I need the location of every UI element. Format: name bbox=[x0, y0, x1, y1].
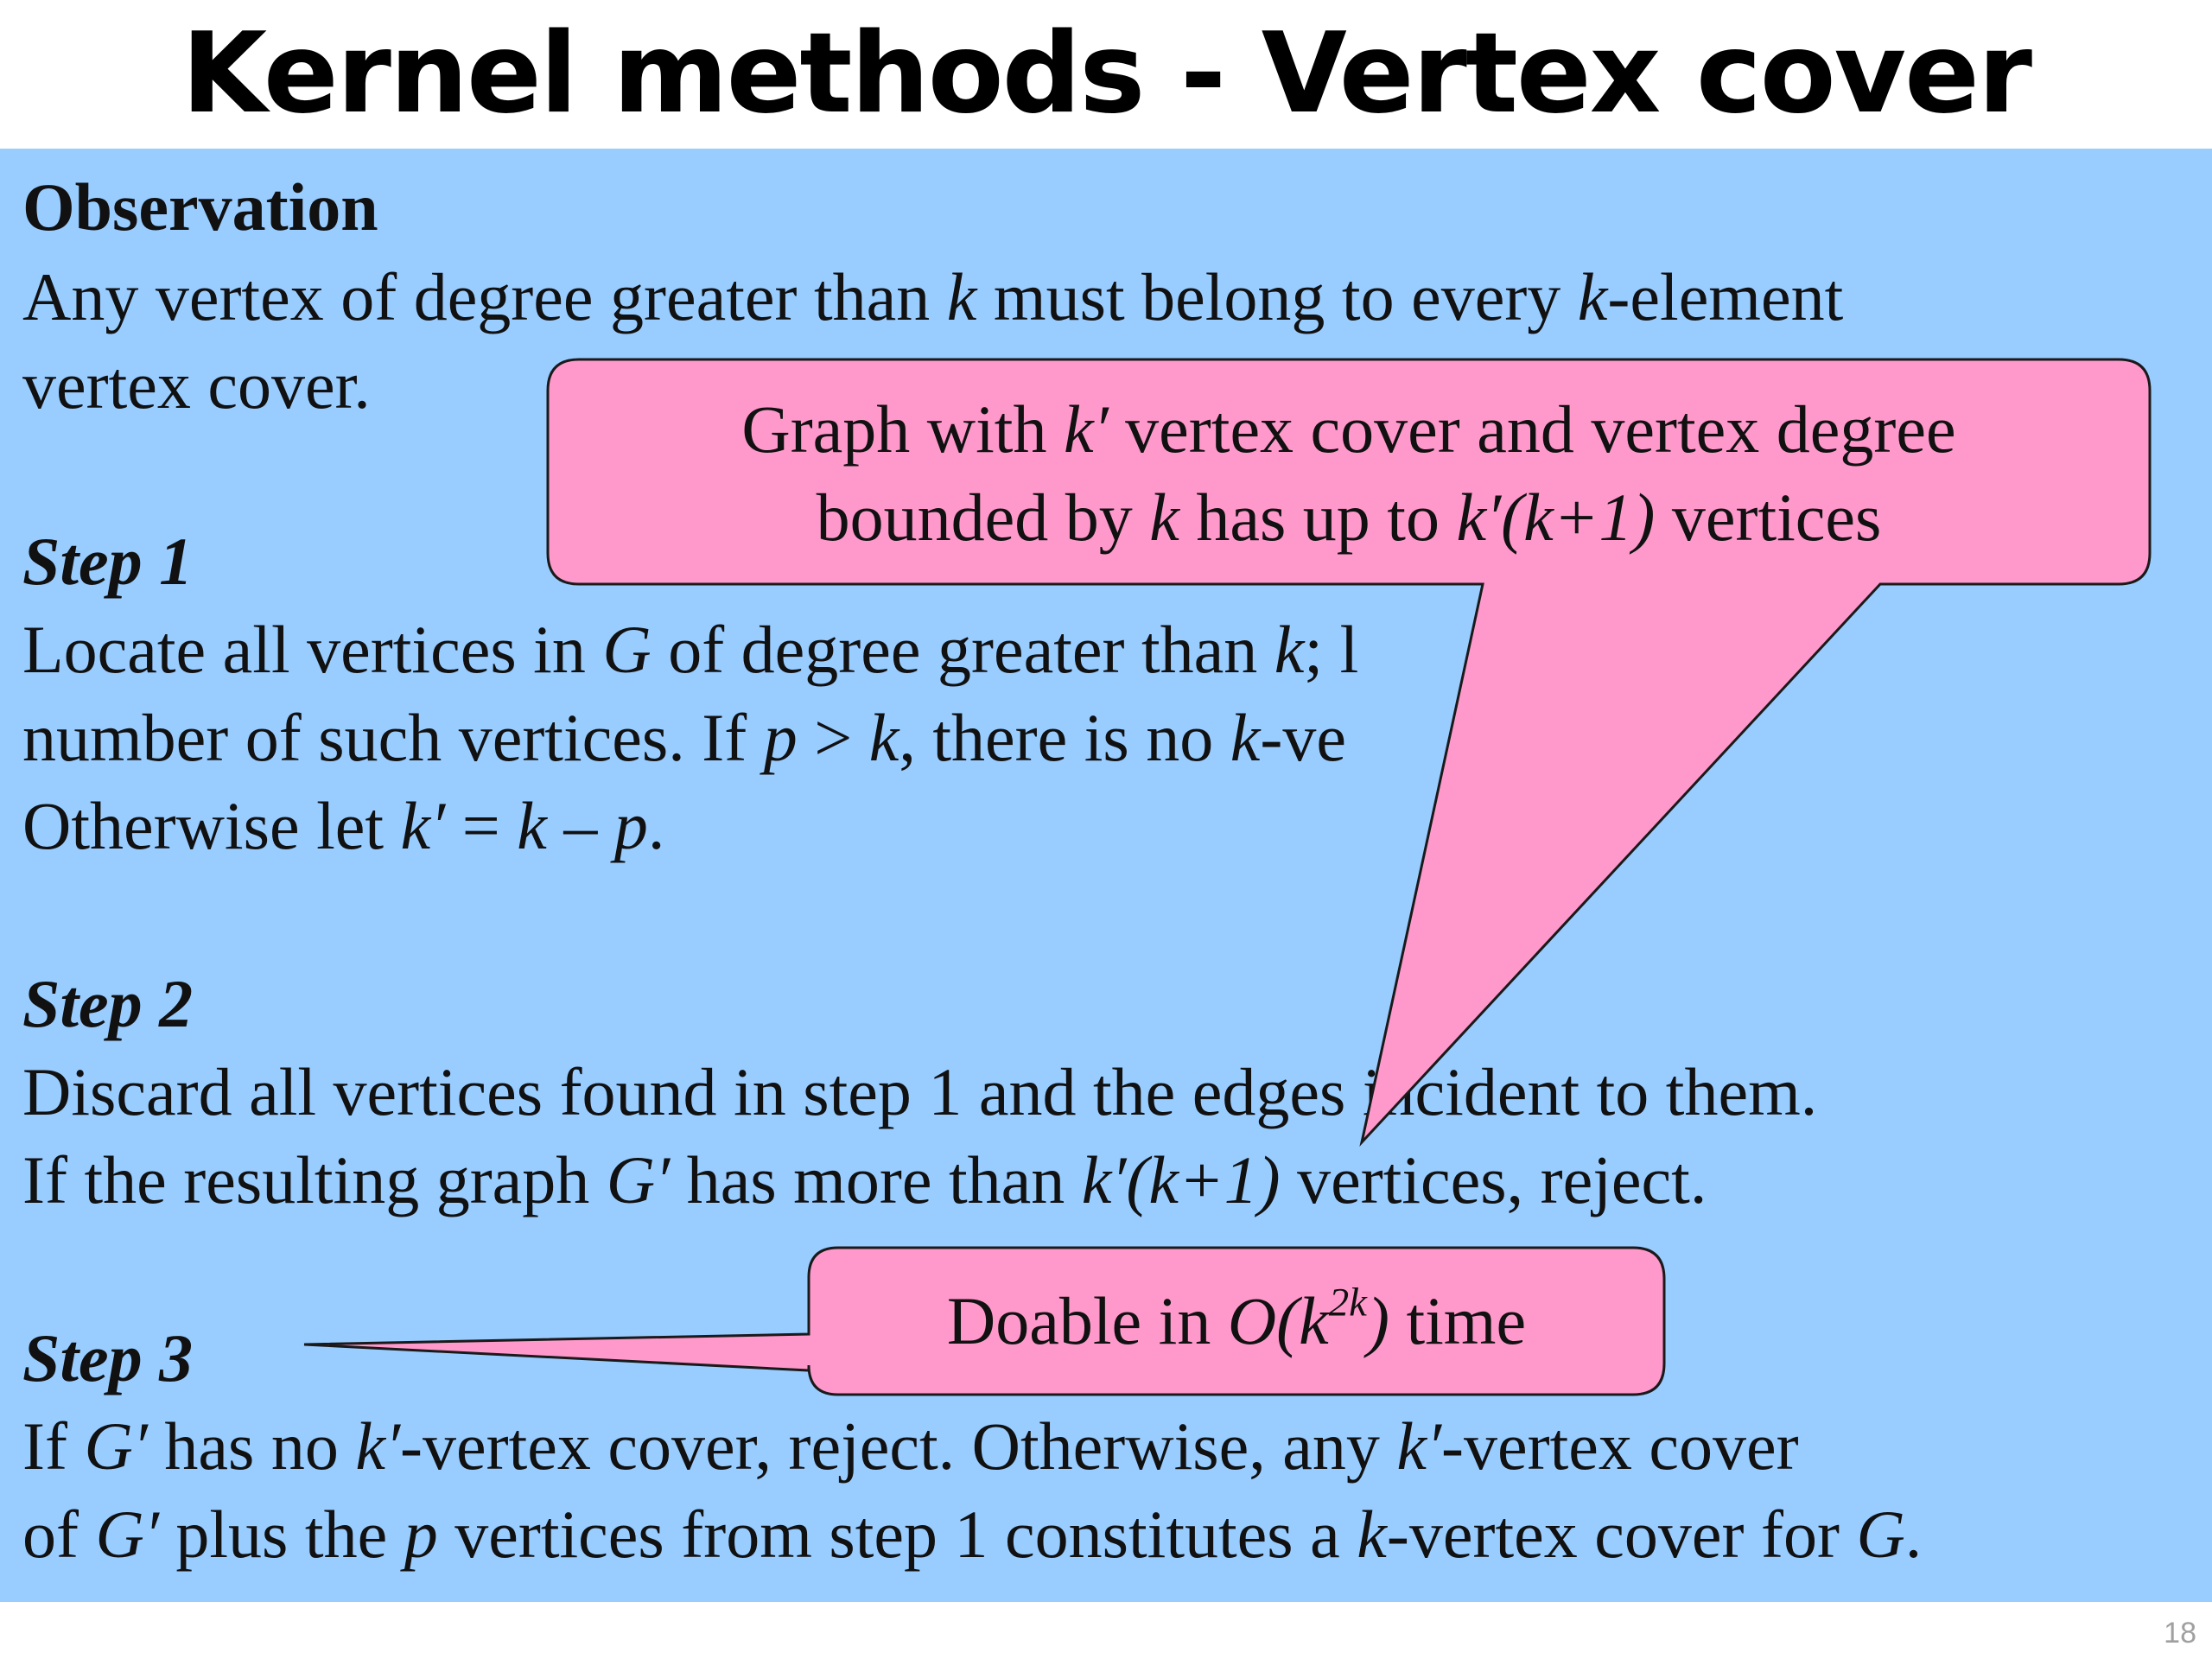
step3-line-2: of G′ plus the p vertices from step 1 constitutes a k-vertex cover for G. bbox=[22, 1497, 1923, 1572]
step2-line-2: If the resulting graph G′ has more than k′(k+1) vertices, reject. bbox=[22, 1142, 1707, 1217]
observation-heading: Observation bbox=[22, 169, 378, 245]
callout-top-line-1: Graph with k′ vertex cover and vertex degree bbox=[741, 391, 1956, 467]
observation-line-1: Any vertex of degree greater than k must belong to every k-element bbox=[22, 259, 1844, 334]
step3-line-1: If G′ has no k′-vertex cover, reject. Otherwise, any k′-vertex cover bbox=[22, 1408, 1799, 1484]
step1-heading: Step 1 bbox=[22, 524, 194, 599]
callout-top-line-2: bounded by k has up to k′(k+1) vertices bbox=[816, 480, 1882, 555]
step1-line-3: Otherwise let k′ = k – p. bbox=[22, 788, 665, 863]
observation-line-2: vertex cover. bbox=[22, 347, 371, 423]
slide-title: Kernel methods - Vertex cover bbox=[181, 10, 2031, 138]
step3-heading: Step 3 bbox=[22, 1320, 194, 1395]
step1-line-2: number of such vertices. If p > k, there is no k-ve bbox=[22, 700, 1346, 775]
callout-top-text bbox=[548, 385, 2150, 562]
page-number: 18 bbox=[2164, 1617, 2196, 1649]
callout-bottom-text: Doable in $O(k^{2k})$ time bbox=[946, 1280, 1527, 1358]
step2-line-1: Discard all vertices found in step 1 and the edges incident to them. bbox=[22, 1054, 1818, 1129]
step1-line-1: Locate all vertices in G of degree greater than k; l bbox=[22, 612, 1359, 687]
step2-heading: Step 2 bbox=[22, 966, 194, 1041]
